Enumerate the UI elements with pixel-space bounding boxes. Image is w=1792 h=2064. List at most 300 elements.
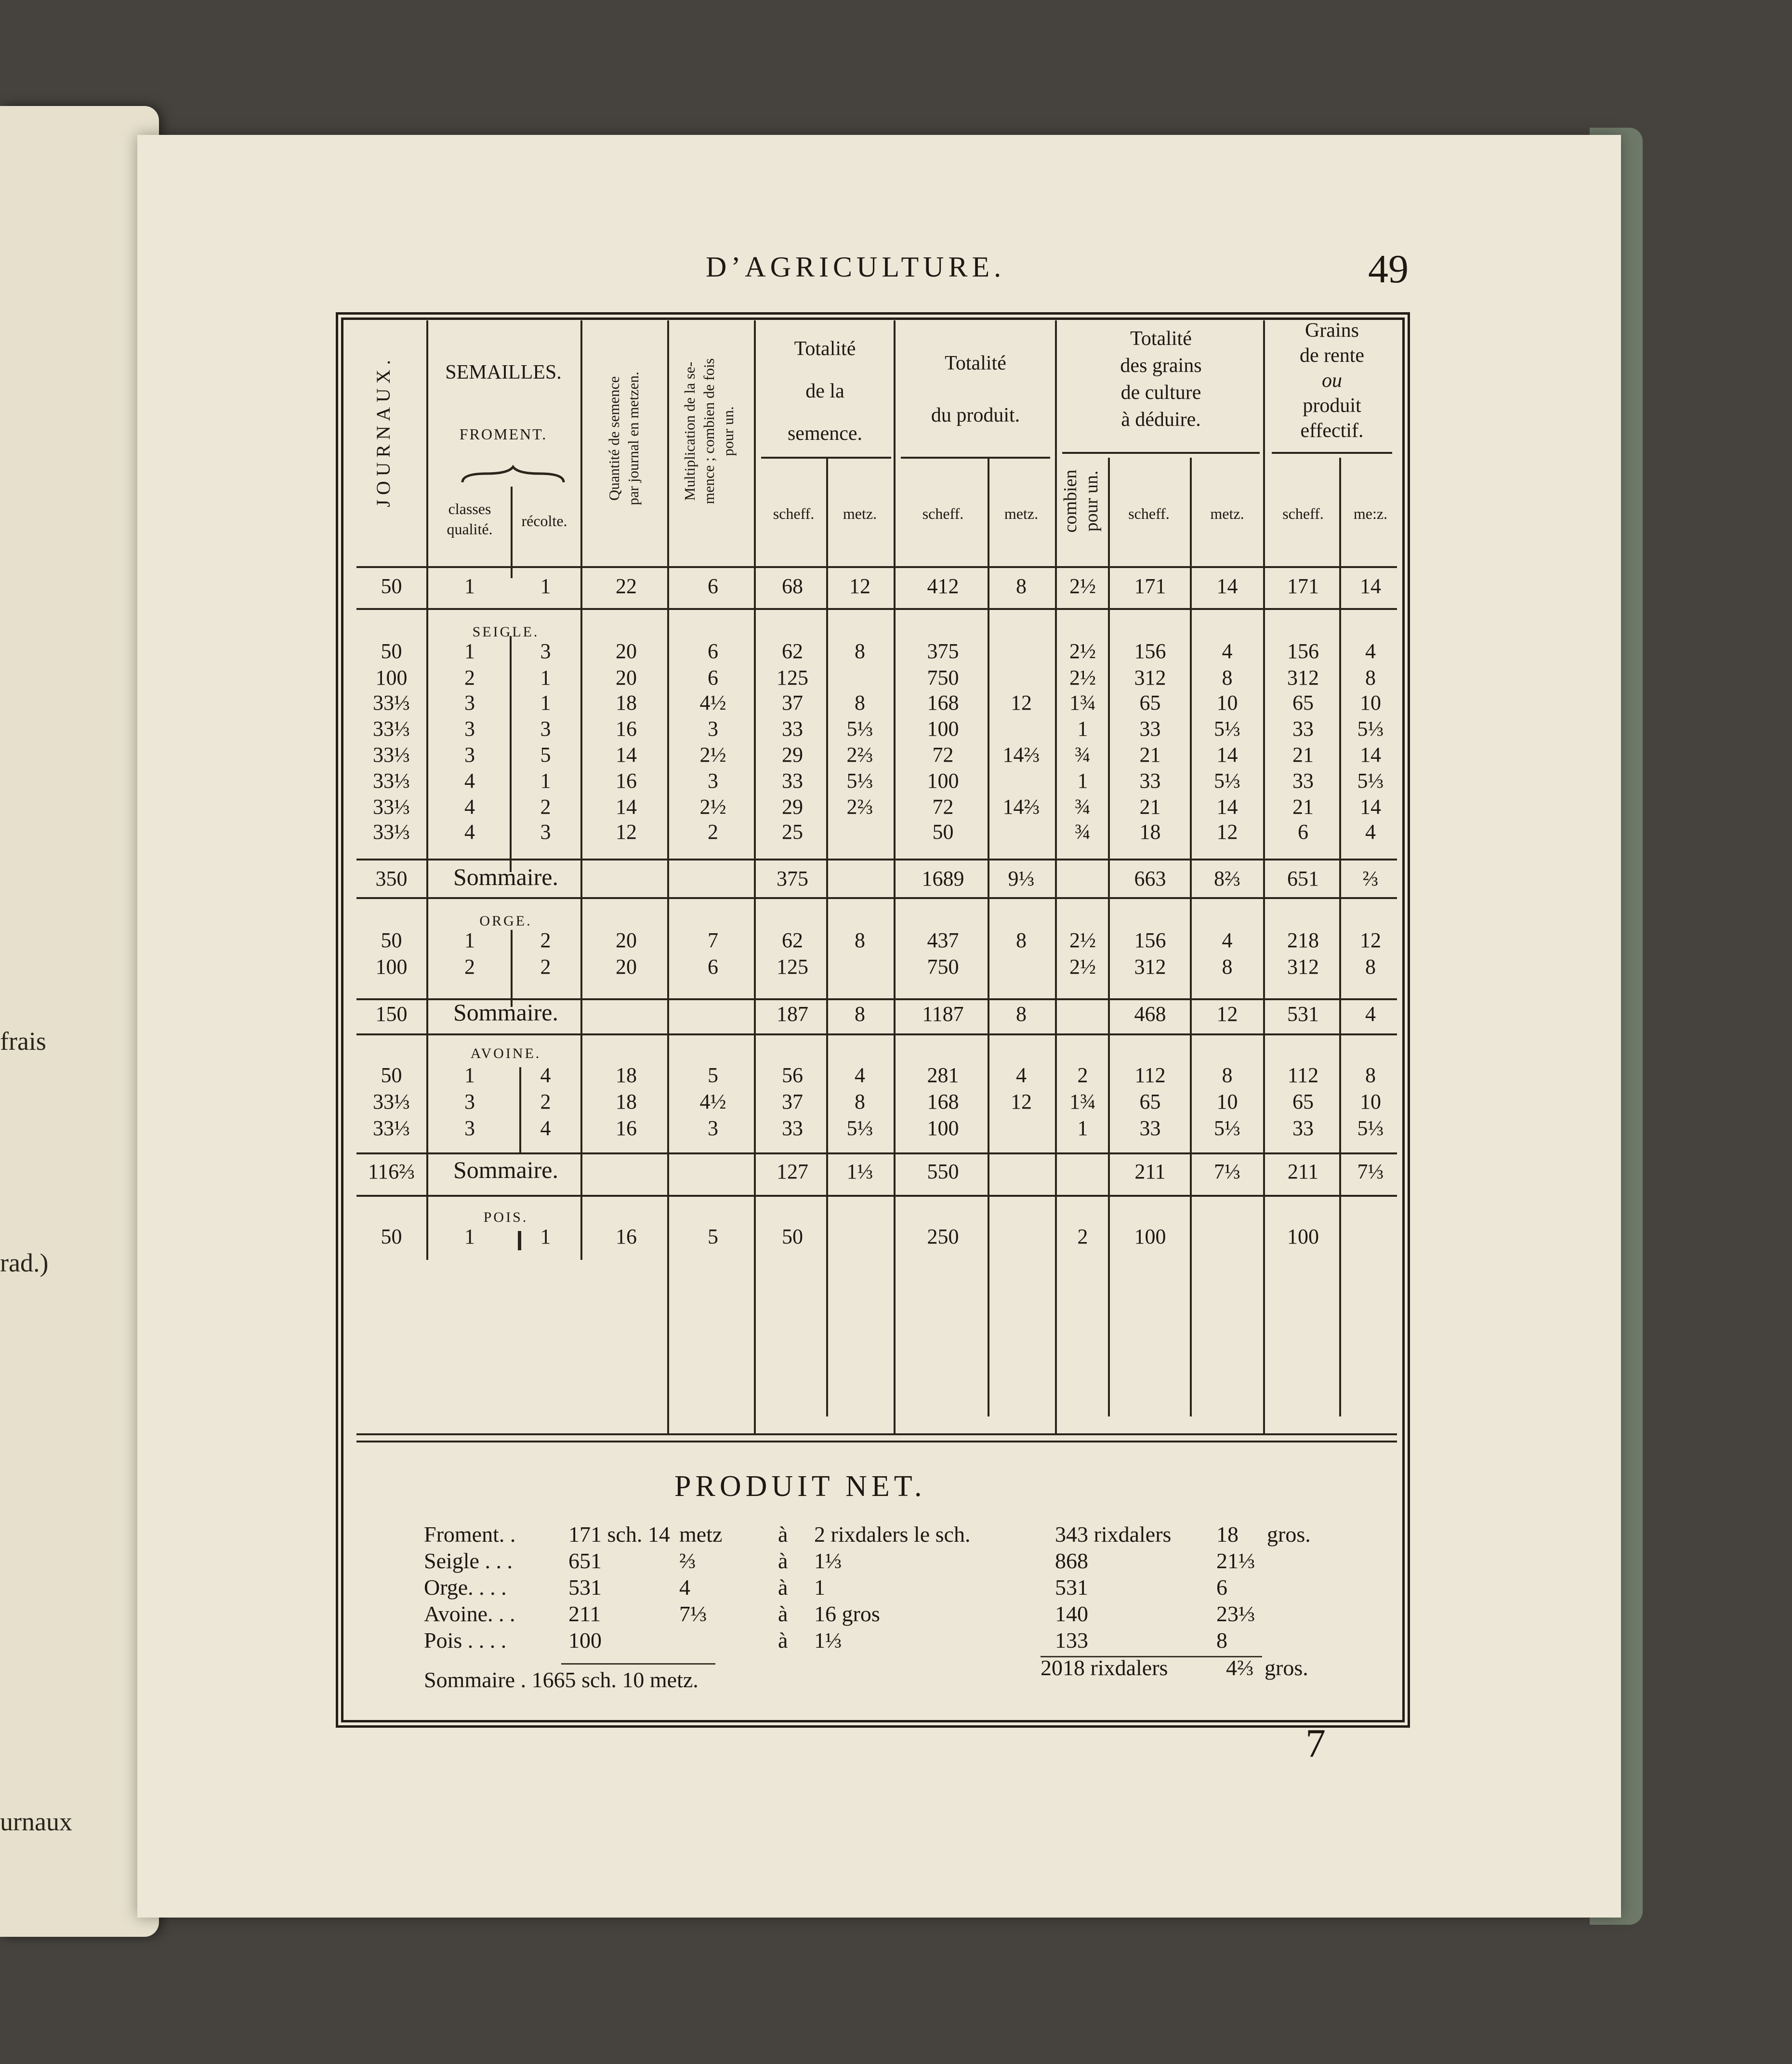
table-cell: 20 <box>616 639 637 663</box>
row-rule <box>356 1195 1397 1197</box>
table-cell: 14⅔ <box>1002 795 1040 819</box>
table-cell: 12 <box>1360 928 1381 952</box>
produit-net-title: PRODUIT NET. <box>674 1470 926 1503</box>
column-rule <box>826 458 828 1416</box>
produit-net-gros: 18 <box>1216 1522 1239 1547</box>
sum-underline <box>561 1663 715 1665</box>
table-cell: 33 <box>1292 1116 1314 1140</box>
sum-cell: 1⅓ <box>846 1160 873 1183</box>
table-cell: 3 <box>708 769 718 793</box>
table-cell: 18 <box>616 1090 637 1113</box>
sum-cell: 1187 <box>922 1002 964 1026</box>
table-cell: 21 <box>1139 743 1161 767</box>
produit-net-rate: 1⅓ <box>814 1628 842 1653</box>
sum-cell: 150 <box>375 1002 408 1026</box>
table-cell: 25 <box>782 820 803 844</box>
table-cell: 1 <box>464 639 475 663</box>
table-cell: 8 <box>855 928 865 952</box>
table-cell: 4 <box>1365 820 1376 844</box>
header-classes-qualite: classes qualité. <box>447 500 493 538</box>
produit-net-total: 531 <box>1055 1575 1088 1600</box>
table-cell: 1 <box>540 769 551 793</box>
table-cell: 4 <box>540 1063 551 1087</box>
table-cell: 62 <box>782 639 803 663</box>
header-semailles: SEMAILLES. <box>445 361 562 384</box>
table-cell: 2 <box>464 666 475 689</box>
produit-net-rate: 1⅓ <box>814 1548 842 1573</box>
table-cell: 4½ <box>699 691 726 714</box>
table-cell: 12 <box>849 574 870 598</box>
table-cell: 5⅓ <box>1357 1116 1384 1140</box>
row-rule <box>356 1152 1397 1154</box>
table-cell: 29 <box>782 795 803 819</box>
sum-cell: 1689 <box>922 867 964 890</box>
header-scheff: scheff. <box>1282 505 1324 522</box>
table-cell: 14 <box>1216 795 1238 819</box>
table-cell: 6 <box>708 955 718 979</box>
column-rule <box>894 320 896 1433</box>
table-cell: 1 <box>540 574 551 598</box>
table-cell: 8 <box>855 1090 865 1113</box>
table-cell: 37 <box>782 691 803 714</box>
table-cell: 412 <box>927 574 959 598</box>
produit-net-rate: 1 <box>814 1575 825 1600</box>
table-cell: 14⅔ <box>1002 743 1040 767</box>
table-cell: 20 <box>616 955 637 979</box>
table-cell: 4 <box>464 769 475 793</box>
table-cell: 56 <box>782 1063 803 1087</box>
produit-net-unit: metz <box>679 1522 723 1547</box>
table-cell: 50 <box>381 639 402 663</box>
sum-cell: 187 <box>777 1002 808 1026</box>
table-cell: 16 <box>616 769 637 793</box>
produit-net-unit: 7⅓ <box>679 1601 707 1626</box>
table-cell: 3 <box>464 717 475 741</box>
header-bottom-rule <box>356 566 1397 568</box>
prev-page-fragment: urnaux <box>0 1807 72 1836</box>
column-rule <box>1055 320 1057 1433</box>
produit-net-gros-unit: gros. <box>1267 1522 1311 1547</box>
header-totalite-semence: Totalité de la semence. <box>787 338 863 445</box>
produit-net-sum-gros-unit: gros. <box>1265 1655 1308 1680</box>
table-cell: 2 <box>540 955 551 979</box>
table-cell: 33⅓ <box>373 795 410 819</box>
sum-cell: ⅔ <box>1362 867 1379 890</box>
header-rule <box>761 457 891 459</box>
header-scheff: scheff. <box>922 505 964 522</box>
table-cell: 8 <box>855 691 865 714</box>
table-cell: 33⅓ <box>373 743 410 767</box>
produit-net-label: Pois . . . . <box>424 1628 507 1653</box>
table-cell: 312 <box>1287 955 1319 979</box>
table-cell: 22 <box>616 574 637 598</box>
brace-icon <box>460 465 566 484</box>
column-rule <box>667 320 669 1433</box>
table-cell: 5 <box>708 1063 718 1087</box>
header-rule <box>1272 452 1392 454</box>
table-cell: 8 <box>1222 1063 1233 1087</box>
sum-cell: 4 <box>1365 1002 1376 1026</box>
table-cell: 29 <box>782 743 803 767</box>
column-rule <box>1190 458 1192 1416</box>
table-cell: 125 <box>777 955 808 979</box>
table-cell: 10 <box>1360 691 1381 714</box>
table-cell: 14 <box>616 795 637 819</box>
column-rule <box>988 458 989 1416</box>
table-cell: 20 <box>616 666 637 689</box>
table-cell: 4 <box>1016 1063 1027 1087</box>
column-rule <box>426 320 428 1260</box>
table-cell: 20 <box>616 928 637 952</box>
table-cell: 750 <box>927 666 959 689</box>
table-cell: 12 <box>616 820 637 844</box>
produit-net-unit: 4 <box>679 1575 690 1600</box>
sum-cell: 7⅓ <box>1357 1160 1384 1183</box>
table-cell: 14 <box>1360 574 1381 598</box>
table-cell: 72 <box>932 743 954 767</box>
table-cell: 1 <box>464 1063 475 1087</box>
table-cell: 5 <box>540 743 551 767</box>
table-cell: 18 <box>616 1063 637 1087</box>
table-cell: 5⅓ <box>1357 769 1384 793</box>
sum-cell: 8⅔ <box>1214 867 1240 890</box>
section-label-pois: POIS. <box>483 1209 528 1225</box>
table-cell: 5⅓ <box>1214 717 1240 741</box>
row-rule <box>356 608 1397 610</box>
table-cell: 5⅓ <box>846 717 873 741</box>
table-cell: 168 <box>927 1090 959 1113</box>
table-cell: 50 <box>381 928 402 952</box>
table-cell: 21 <box>1139 795 1161 819</box>
running-head: D’AGRICULTURE. <box>706 251 1006 283</box>
table-cell: 18 <box>1139 820 1161 844</box>
sum-cell: 7⅓ <box>1214 1160 1240 1183</box>
table-cell: 3 <box>540 820 551 844</box>
table-cell: 2½ <box>1069 955 1096 979</box>
table-cell: 2½ <box>699 743 726 767</box>
table-cell: 3 <box>540 639 551 663</box>
header-scheff: scheff. <box>1128 505 1170 522</box>
table-cell: 50 <box>782 1225 803 1248</box>
produit-net-label: Avoine. . . <box>424 1601 515 1626</box>
table-cell: 33 <box>1292 717 1314 741</box>
produit-net-sum-gros: 4⅔ <box>1226 1655 1254 1680</box>
sum-cell: 9⅓ <box>1008 867 1035 890</box>
header-rule <box>901 457 1050 459</box>
table-cell: 100 <box>1134 1225 1166 1248</box>
produit-net-label: Seigle . . . <box>424 1548 513 1573</box>
row-rule <box>356 859 1397 860</box>
sum-cell: 651 <box>1287 867 1319 890</box>
table-cell: 6 <box>708 574 718 598</box>
table-cell: 33 <box>782 717 803 741</box>
table-cell: 72 <box>932 795 954 819</box>
signature-mark: 7 <box>1305 1721 1326 1766</box>
table-cell: 5⅓ <box>1357 717 1384 741</box>
produit-net-qty: 171 sch. 14 <box>568 1522 670 1547</box>
sum-cell: 350 <box>375 867 408 890</box>
sum-underline <box>1041 1656 1262 1657</box>
table-cell: 33⅓ <box>373 717 410 741</box>
table-cell: 12 <box>1011 691 1032 714</box>
table-cell: 112 <box>1287 1063 1319 1087</box>
table-cell: 4 <box>1222 639 1233 663</box>
produit-net-sum-label: Sommaire . 1665 sch. 10 metz. <box>424 1667 698 1692</box>
table-cell: 12 <box>1216 820 1238 844</box>
column-rule <box>1108 458 1110 1416</box>
produit-net-qty: 211 <box>568 1601 601 1626</box>
table-cell: 33 <box>782 1116 803 1140</box>
table-cell: 8 <box>1222 666 1233 689</box>
sum-label: Sommaire. <box>453 999 559 1026</box>
table-cell: 100 <box>375 955 408 979</box>
table-cell: 1 <box>1077 717 1088 741</box>
produit-net-gros: 8 <box>1216 1628 1227 1653</box>
table-cell: 33⅓ <box>373 1090 410 1113</box>
produit-net-qty: 651 <box>568 1548 602 1573</box>
table-cell: 33⅓ <box>373 691 410 714</box>
table-cell: 4 <box>464 795 475 819</box>
table-cell: 2 <box>1077 1063 1088 1087</box>
table-cell: 8 <box>1365 666 1376 689</box>
header-grains-rente: Grains de rente ou produit effectif. <box>1299 319 1365 442</box>
table-cell: 33⅓ <box>373 769 410 793</box>
produit-net-a: à <box>778 1575 788 1600</box>
table-cell: 1 <box>464 928 475 952</box>
header-metz: me:z. <box>1353 505 1388 522</box>
table-cell: 2 <box>540 795 551 819</box>
table-cell: 2½ <box>1069 574 1096 598</box>
table-cell: 33⅓ <box>373 1116 410 1140</box>
table-cell: 3 <box>464 743 475 767</box>
table-cell: 2 <box>540 1090 551 1113</box>
table-cell: 14 <box>1216 574 1238 598</box>
table-cell: 33 <box>1139 1116 1161 1140</box>
table-cell: 50 <box>381 1225 402 1248</box>
prev-page-fragment: rad.) <box>0 1248 49 1277</box>
sum-cell: 12 <box>1216 1002 1238 1026</box>
header-multiplication: Multiplication de la se- mence ; combien de fois pour un. <box>681 358 737 504</box>
table-cell: 10 <box>1216 1090 1238 1113</box>
row-rule <box>356 1033 1397 1035</box>
sum-cell: 468 <box>1134 1002 1166 1026</box>
table-cell: 312 <box>1134 666 1166 689</box>
table-cell: 1¾ <box>1069 1090 1096 1113</box>
table-cell: 3 <box>540 717 551 741</box>
table-cell: 2⅔ <box>846 795 873 819</box>
sum-cell: 211 <box>1287 1160 1319 1183</box>
produit-net-gros: 21⅓ <box>1216 1548 1255 1573</box>
table-cell: ¾ <box>1075 743 1091 767</box>
column-rule <box>754 320 756 1433</box>
table-cell: ¾ <box>1075 820 1091 844</box>
table-cell: 1 <box>540 1225 551 1248</box>
column-rule <box>580 320 582 1260</box>
table-cell: 3 <box>464 691 475 714</box>
produit-net-qty: 100 <box>568 1628 602 1653</box>
produit-net-label: Froment. . <box>424 1522 516 1547</box>
table-cell: 10 <box>1360 1090 1381 1113</box>
sum-cell: 550 <box>927 1160 959 1183</box>
header-recolte: récolte. <box>521 512 567 529</box>
produit-net-a: à <box>778 1548 788 1573</box>
table-cell: 5⅓ <box>846 769 873 793</box>
table-cell: 8 <box>855 639 865 663</box>
section-label-orge: ORGE. <box>479 913 532 929</box>
produit-net-a: à <box>778 1601 788 1626</box>
table-cell: 16 <box>616 1225 637 1248</box>
produit-net-total: 140 <box>1055 1601 1088 1626</box>
table-cell: 33⅓ <box>373 820 410 844</box>
header-totalite-deduire: Totalité des grains de culture à déduire. <box>1120 328 1202 431</box>
table-cell: 10 <box>1216 691 1238 714</box>
table-cell: 18 <box>616 691 637 714</box>
table-cell: 62 <box>782 928 803 952</box>
table-cell: 65 <box>1139 1090 1161 1113</box>
table-cell: 2 <box>464 955 475 979</box>
header-quantite-semence: Quantité de semence par journal en metzen. <box>606 371 642 505</box>
produit-net-gros: 23⅓ <box>1216 1601 1255 1626</box>
produit-net-a: à <box>778 1628 788 1653</box>
table-cell: 7 <box>708 928 718 952</box>
header-totalite-produit: Totalité du produit. <box>931 352 1020 426</box>
sum-cell: 8 <box>1016 1002 1027 1026</box>
table-cell: 8 <box>1016 928 1027 952</box>
table-cell: 168 <box>927 691 959 714</box>
section-label-seigle: SEIGLE. <box>472 624 540 640</box>
table-cell: 100 <box>375 666 408 689</box>
table-cell: 6 <box>708 666 718 689</box>
produit-net-rate: 2 rixdalers le sch. <box>814 1522 971 1547</box>
table-cell: 68 <box>782 574 803 598</box>
column-rule <box>1339 458 1341 1416</box>
table-cell: 5⅓ <box>1214 769 1240 793</box>
table-cell: 171 <box>1287 574 1319 598</box>
header-combien-pour-un: combien pour un. <box>1060 469 1102 533</box>
table-cell: 4½ <box>699 1090 726 1113</box>
page-number: 49 <box>1368 247 1409 291</box>
header-rule <box>1062 452 1260 454</box>
table-cell: 12 <box>1011 1090 1032 1113</box>
table-cell: 3 <box>464 1090 475 1113</box>
table-cell: 750 <box>927 955 959 979</box>
produit-net-separator <box>356 1441 1397 1442</box>
table-cell: 218 <box>1287 928 1319 952</box>
table-cell: 8 <box>1365 955 1376 979</box>
table-cell: 14 <box>1360 743 1381 767</box>
table-cell: 33 <box>1139 717 1161 741</box>
header-metz: metz. <box>1210 505 1244 522</box>
produit-net-unit: ⅔ <box>679 1548 696 1573</box>
table-cell: 14 <box>1216 743 1238 767</box>
table-cell: 3 <box>708 717 718 741</box>
table-cell: 21 <box>1292 743 1314 767</box>
previous-page-edge <box>0 106 159 1937</box>
table-cell: 1 <box>464 1225 475 1248</box>
produit-net-total: 868 <box>1055 1548 1088 1573</box>
table-cell: 4 <box>855 1063 865 1087</box>
header-scheff: scheff. <box>773 505 815 522</box>
table-cell: 100 <box>927 1116 959 1140</box>
produit-net-rate: 16 gros <box>814 1601 880 1626</box>
prev-page-fragment: frais <box>0 1027 46 1056</box>
sum-cell: 8 <box>855 1002 865 1026</box>
produit-net-total: 133 <box>1055 1628 1088 1653</box>
table-cell: 6 <box>708 639 718 663</box>
table-cell: 4 <box>1222 928 1233 952</box>
table-cell: 2½ <box>1069 639 1096 663</box>
table-cell: 65 <box>1292 691 1314 714</box>
table-cell: 65 <box>1292 1090 1314 1113</box>
table-cell: 33 <box>1292 769 1314 793</box>
produit-net-separator <box>356 1433 1397 1435</box>
sum-cell: 116⅔ <box>368 1160 415 1183</box>
sum-cell: 375 <box>777 867 808 890</box>
row-rule <box>356 897 1397 899</box>
table-cell: 2½ <box>1069 928 1096 952</box>
table-cell: 33 <box>1139 769 1161 793</box>
table-cell: 16 <box>616 717 637 741</box>
table-cell: 437 <box>927 928 959 952</box>
table-cell: 50 <box>381 574 402 598</box>
header-metz: metz. <box>1004 505 1039 522</box>
table-cell: 156 <box>1287 639 1319 663</box>
table-cell: 1 <box>540 666 551 689</box>
sum-cell: 211 <box>1134 1160 1166 1183</box>
table-cell: 8 <box>1365 1063 1376 1087</box>
produit-net-gros: 6 <box>1216 1575 1227 1600</box>
table-cell: 1 <box>540 691 551 714</box>
sum-cell: 127 <box>777 1160 808 1183</box>
produit-net-label: Orge. . . . <box>424 1575 507 1600</box>
table-cell: 156 <box>1134 928 1166 952</box>
table-cell: 50 <box>381 1063 402 1087</box>
table-cell: 312 <box>1287 666 1319 689</box>
table-cell: 16 <box>616 1116 637 1140</box>
table-cell: 1¾ <box>1069 691 1096 714</box>
table-cell: 2⅔ <box>846 743 873 767</box>
table-cell: 33 <box>782 769 803 793</box>
column-rule <box>511 487 513 578</box>
table-cell: 125 <box>777 666 808 689</box>
produit-net-total: 343 rixdalers <box>1055 1522 1172 1547</box>
section-label-avoine: AVOINE. <box>470 1045 541 1061</box>
table-cell: ¾ <box>1075 795 1091 819</box>
table-cell: 1 <box>1077 769 1088 793</box>
table-cell: 65 <box>1139 691 1161 714</box>
table-cell: 3 <box>708 1116 718 1140</box>
sum-cell: 663 <box>1134 867 1166 890</box>
header-metz: metz. <box>843 505 877 522</box>
header-froment: FROMENT. <box>459 425 548 443</box>
table-cell: 21 <box>1292 795 1314 819</box>
table-cell: 100 <box>927 769 959 793</box>
table-cell: 312 <box>1134 955 1166 979</box>
table-cell: 250 <box>927 1225 959 1248</box>
table-cell: 1 <box>464 574 475 598</box>
table-cell: 3 <box>464 1116 475 1140</box>
table-cell: 5⅓ <box>1214 1116 1240 1140</box>
table-cell: 2½ <box>1069 666 1096 689</box>
table-cell: 2 <box>708 820 718 844</box>
table-cell: 2 <box>540 928 551 952</box>
table-cell: 4 <box>1365 639 1376 663</box>
produit-net-a: à <box>778 1522 788 1547</box>
table-cell: 8 <box>1016 574 1027 598</box>
table-cell: 4 <box>540 1116 551 1140</box>
header-journaux: JOURNAUX. <box>372 355 394 507</box>
table-cell: 112 <box>1134 1063 1166 1087</box>
